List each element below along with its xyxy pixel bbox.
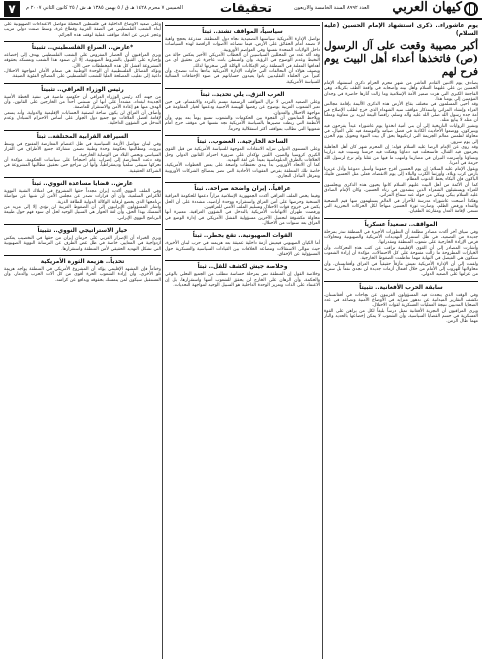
article-paragraph: وفيما يخص الملف العراقي أكدت الجمهورية الإسلامية مراراً دعمها للحكومة العراقية المنتخبة وحرصها على أمن العراق واستقراره ووحدة أراضيه، مشددة على أن الحل يكمن في خروج قوات الاحتلال وتسليم الملف الأمني للعراقيين. [165,194,320,210]
article-paragraph: يصادف يوم الاثنين القادم العاشر من شهر محرم الحرام ذكرى استشهاد الإمام الحسين بن علي عليهما السلام وأهل بيته وأصحابه في واقعة الطف بكربلاء، وهي الفاجعة الكبرى التي هزت ضمير الأمة الإسلامية وما زالت آثارها حاضرة في وجدان المؤمنين إلى يومنا هذا. [324,81,478,103]
issue-info: العدد ٨٩٩٢ السنة الخامسة والاربعون [294,5,370,11]
article-paragraph: وتؤكد الفصائل الفلسطينية أن الوحدة الوطنية هي صمام الأمان لمواجهة الاحتلال، داعية إلى تغليب المصلحة العليا للشعب الفلسطيني على المصالح الفئوية الضيقة. [4,69,161,80]
column-rule [322,22,323,659]
article-paragraph: وعلى صعيد الأوضاع الداخلية في فلسطين المحتلة تتواصل الاعتداءات الصهيونية على أبناء الشعب الفلسطيني في الضفة الغربية وقطاع غزة، وسط صمت دولي مريب وعجز عربي عن اتخاذ مواقف عملية لوقف هذه الجرائم. [4,22,161,38]
column-body [165,25,320,288]
subheading: سياسياً، المواقف تشتد.. ثبتاً [165,25,320,36]
column-middle [165,22,320,659]
subheading: *عارض.. الصراع الفلسطيني.. تثبيتاً [4,41,161,52]
article-paragraph: وهكذا أصبحت عاشوراء مدرسة للأحرار في العالم يستلهمون منها قيم التضحية والفداء ورفض الظلم، وصارت ثورة الحسين منهاجاً لكل الحركات التحررية التي تسعى لإقامة العدل ومقارعة الطغيان. [324,198,478,215]
subheading: عراقياً.. إيران واضحة صراحة.. ثبتاً [165,182,320,193]
column-body [324,81,478,325]
subheading: السيراقة القرابية المختلفة.. ثبتاً [4,130,161,141]
article-paragraph: وفي لبنان تتواصل الأزمة السياسية في ظل اعتصام المعارضة المفتوح في وسط بيروت، ومطالبتها بحكومة وحدة وطنية تضمن مشاركة جميع الأطراف في القرار السياسي وتحمي البلاد من الوصاية الخارجية. [4,141,161,158]
lead-headline: أكبر مصيبة وقعت على آل الرسول (ص) فاتخذها أعداء أهل البيت يوم فرح لهم [324,40,478,78]
article-paragraph: تواصل الإدارة الأمريكية سياستها التصعيدية تجاه دول المنطقة، متذرعة بحجج واهية لا تصمد أمام الحقائق على الأرض، فيما تتصاعد الأصوات الرافضة لهذه السياسات داخل الولايات المتحدة نفسها وفي العواصم الأوروبية. [165,37,320,53]
subheading: وخلاصة جيش لكشف للقل.. ثبتاً [165,260,320,271]
logo-name: كيهان العربي [392,0,462,15]
article-paragraph: وقد دعت المعارضة إلى إضراب عام احتجاجاً على سياسات الحكومة، مؤكدة أن تحركها سيبقى سلمياً وديمقراطياً، وأنها لن تتراجع حتى تحقيق مطالبها المشروعة في الشراكة الحقيقية. [4,157,161,174]
globe-icon [464,2,478,16]
column-right [324,22,478,659]
date-line: الخميس ٧ محرم ١٤٢٨ هـ ق / ٥ بهمن ١٣٨٥ هـ ش / ٢٥ كانون الثاني ٢٠٠٧ م [26,5,183,11]
article-paragraph: ويضيف هؤلاء أن التحالفات التي حاولت الإدارة الأمريكية بناءها بدأت تتصدع، وأن كثيراً من الحلفاء التقليديين باتوا يعيدون حساباتهم في ضوء الإخفاقات المتتالية للسياسة الأمريكية. [165,69,320,85]
article-paragraph: وفي الملف النووي أكدت إيران مجدداً حقها المشروع في امتلاك التقنية النووية للأغراض السلمية، وأن أي قرارات تصدر عن مجلس الأمن لن تثنيها عن مواصلة برنامجها الذي يخضع لرقابة الوكالة الدولية للطاقة الذرية. [4,188,161,205]
subheading: عارض.. قضايا مساعدة النووي.. ثبتاً [4,177,161,188]
subheading: رئيس الوزراء العراقي.. تثبيتاً [4,83,161,94]
article-paragraph: ويرى المراقبون أن الحصار المفروض على الشعب الفلسطيني يهدف إلى إخضاعه وإجباره على القبول بالشروط الصهيونية، إلا أن صمود هذا الشعب وتمسكه بحقوقه المشروعة أفشل كل هذه المخططات حتى الآن. [4,53,161,69]
article-paragraph: وخلاصة القول إن المنطقة تمر بمرحلة حساسة تتطلب من الجميع التحلي بالوعي والحكمة، وأن الرهان على الخارج لن يحقق للشعوب أمنها واستقرارها، بل إن الاعتماد على الذات وتعزيز الوحدة الداخلية هو السبيل الوحيد لمواجهة التحديات. [165,272,320,288]
subheading: الساحة الخارجية.. الغضوب.. ثبتاً [165,135,320,146]
article-paragraph: ويلاحظ المتابعون أن الفجوة بين الحكومات والشعوب تتسع يوماً بعد يوم، وأن الأنظمة التي ربطت مصيرها بالسياسة الأمريكية تجد نفسها في موقف حرج أمام شعوبها التي تطالب بمواقف أكثر استقلالية وحزماً. [165,116,320,132]
article-paragraph: كما أن الأئمة من أهل البيت عليهم السلام كانوا يحيون هذه الذكرى ويجلسون للعزاء ويستقبلون الشعراء الذين ينشدون في رثاء الحسين، وكان الإمام الصادق عليه السلام يبكي ويبكي من حوله عند سماع المراثي. [324,182,478,199]
article-paragraph: من جهته أكد رئيس الوزراء العراقي أن حكومته ماضية في تنفيذ الخطة الأمنية الجديدة لبغداد، مشدداً على أنها لن تستثني أحداً من الخارجين على القانون، وأن الهدف منها هو إعادة الأمن والاستقرار للعاصمة. [4,94,161,111]
subheading: المواقف.. تصعيداً عسكرياً [324,218,478,229]
page-number: ٧ [4,1,20,17]
section-title: تحقيقات [220,1,272,15]
article-paragraph: ويقول الإمام عليه السلام: إن يوم الحسين أقرح جفوننا وأسبل دموعنا وأذل عزيزنا بأرض كرب وبلاء، وأورثتنا الكرب والبلاء إلى يوم الانقضاء، فعلى مثل الحسين فليبك الباكون فإن البكاء يحط الذنوب العظام. [324,166,478,183]
lead-kicker: يوم عاشوراء.. ذكرى استشهاد الإمام الحسين (عليه السلام) [324,22,478,37]
article-paragraph: وختاماً فإن المشهد الإقليمي يؤكد أن المشروع الأمريكي في المنطقة يواجه هزيمة تلو الأخرى، وأن إرادة الشعوب الحرة أقوى من كل آلات الحرب والدمار، وأن المستقبل سيكون لمن يتمسك بحقوقه ويدافع عن كرامته. [4,266,161,283]
article-paragraph: وعلى الصعيد العربي لا تزال المواقف الرسمية تتسم بالتردد والانقسام، في حين تعبر الشعوب العربية بوضوح عن رفضها للهيمنة الأجنبية ودعمها لخيار المقاومة في مواجهة الاحتلال والعدوان. [165,100,320,116]
article-paragraph: وفي الوقت الذي يتحدث فيه المسؤولون الغربيون عن نجاحات في أفغانستان، تكشف التقارير الميدانية عن تدهور متزايد في الأوضاع الأمنية وتصاعد في عدد الضحايا المدنيين نتيجة العمليات العسكرية لقوات الاحتلال. [324,292,478,309]
article-paragraph: وتشير الروايات التاريخية إلى أن بني أمية اتخذوا يوم عاشوراء عيداً يفرحون فيه ويتبركون، ووضعوا الأحاديث الكاذبة في فضل صيامه والتوسعة فيه على العيال، في محاولة لطمس معالم الجريمة التي ارتكبوها بحق آل بيت النبوة وتحويل يوم الحزن إلى يوم سرور. [324,123,478,145]
article-paragraph: ولفتت إلى أن الإدارة الأمريكية تعيش مأزقاً حقيقياً في العراق وأفغانستان، وأن محاولاتها للهروب إلى الأمام من خلال افتعال أزمات جديدة لن تجدي نفعاً بل ستزيد من عزلتها على الصعيد الدولي. [324,261,478,278]
article-paragraph: ويرى المراقبون أن التجربة الأفغانية تمثل درساً بليغاً لكل من يراهن على القوة العسكرية في حسم القضايا السياسية، وأن الشعوب لا يمكن إخضاعها بالحديد والنار مهما طال الزمن. [324,308,478,325]
subheading: تحدياً.. هزيمة الثورة الأمريكية [4,255,161,266]
article-paragraph: وفي سياق آخر أكدت مصادر مطلعة أن التطورات الأخيرة في المنطقة تنذر بمرحلة جديدة من التصعيد، في ظل استمرار التهديدات الأمريكية والصهيونية ومحاولات فرض الإرادة الخارجية على شعوب المنطقة ومقدراتها. [324,229,478,246]
masthead [0,0,482,20]
newspaper-logo [364,0,478,20]
article-paragraph: وقد أحيى المسلمون في مختلف بقاع الأرض هذه الذكرى الأليمة بإقامة مجالس العزاء وإنشاد المراثي واستذكار مواقف سيد الشهداء الذي خرج لطلب الإصلاح في أمة جده رسول الله صلى الله عليه وآله وسلم، رافضاً البيعة ليزيد بن معاوية ومعلناً أن مثله لا يبايع مثله. [324,102,478,124]
column-body [4,22,161,283]
subheading: القوات الصهيونية.. تقع بخطر.. ثبتاً [165,229,320,240]
column-rule [162,22,163,659]
article-paragraph: كما أن الاتحاد الأوروبي بدأ يبدي تحفظات واضحة على بعض الخطوات الأمريكية، خاصة تلك المتعلقة بفرض العقوبات الأحادية التي تضر بمصالح الشركات الأوروبية وتعرقل التبادل التجاري. [165,163,320,179]
article-paragraph: أما الكيان الصهيوني فيعيش أزمة داخلية عميقة بعد هزيمته في حرب لبنان الأخيرة، حيث تتوالى الاستقالات وتتصاعد الخلافات بين القيادات السياسية والعسكرية حول المسؤولية عن الإخفاق. [165,241,320,257]
column-left [4,22,161,659]
subheading: سابقة الحرب الأفغانية.. تثبيتاً [324,281,478,292]
article-paragraph: وأضاف أن العراق لن يكون ساحة لتصفية الحسابات الإقليمية والدولية، وأنه يسعى لإقامة أفضل العلاقات مع جميع دول الجوار على أساس الاحترام المتبادل وعدم التدخل في الشؤون الداخلية. [4,110,161,127]
subheading: خيار الاستراتيجي النووي.. تثبيتاً [4,224,161,235]
article-paragraph: وأشارت المصادر إلى أن القوى الإقليمية تراقب عن كثب هذه التحركات، وأن الخيارات المطروحة ما زالت مفتوحة على كل الاحتمالات، مؤكدة أن إرادة الشعوب ستكون هي الفيصل في النهاية مهما تعاظمت الضغوط الخارجية. [324,245,478,262]
article-paragraph: وقد روى عن الإمام الرضا عليه السلام قوله: إن المحرم شهر كان أهل الجاهلية يحرمون فيه القتال، فاستحلت فيه دماؤنا وهتكت فيه حرمتنا وسبيت فيه ذرارينا ونساؤنا وأضرمت النيران في مضاربنا وانتهب ما فيها من ثقلنا ولم ترع لرسول الله حرمة في أمرنا. [324,145,478,167]
article-paragraph: وأشار المسؤولون الإيرانيون إلى أن الضغوط الغربية لن تؤدي إلا إلى مزيد من التمسك بهذا الحق، وأن لغة الحوار هي السبيل الوحيد لحل أي سوء فهم حول طبيعة البرنامج النووي الإيراني. [4,204,161,221]
subheading: العرب النزق.. يلي تحديد.. ثبتاً [165,88,320,99]
article-paragraph: وقد أكد عدد من المحللين السياسيين أن الخطاب الأمريكي الأخير يعكس حالة من التخبط وعدم الوضوح في الرؤية، وأن واشنطن باتت عاجزة عن تحقيق أي من أهدافها المعلنة في المنطقة رغم الإمكانات الهائلة التي سخرتها لذلك. [165,53,320,69]
article-paragraph: ويرى الخبراء أن الإصرار الغربي على حرمان إيران من حقها في التخصيب يعكس ازدواجية في المعايير، خاصة في ظل غض الطرف عن الترسانة النووية الصهيونية التي تشكل التهديد الحقيقي لأمن المنطقة واستقرارها. [4,235,161,252]
article-paragraph: ورفضت طهران الاتهامات الأمريكية بالتدخل في الشؤون العراقية، معتبرة أنها محاولة مكشوفة لتحميل الآخرين مسؤولية الفشل الأمريكي في إدارة الوضع في العراق بعد سنوات من الاحتلال. [165,210,320,226]
article-paragraph: وعلى المستوى الدولي تتزايد الانتقادات الموجهة للسياسة الأمريكية من قبل القوى الكبرى كروسيا والصين، اللتين تؤكدان على ضرورة احترام القانون الدولي وحل الخلافات بالطرق الدبلوماسية بعيداً عن لغة التهديد. [165,147,320,163]
